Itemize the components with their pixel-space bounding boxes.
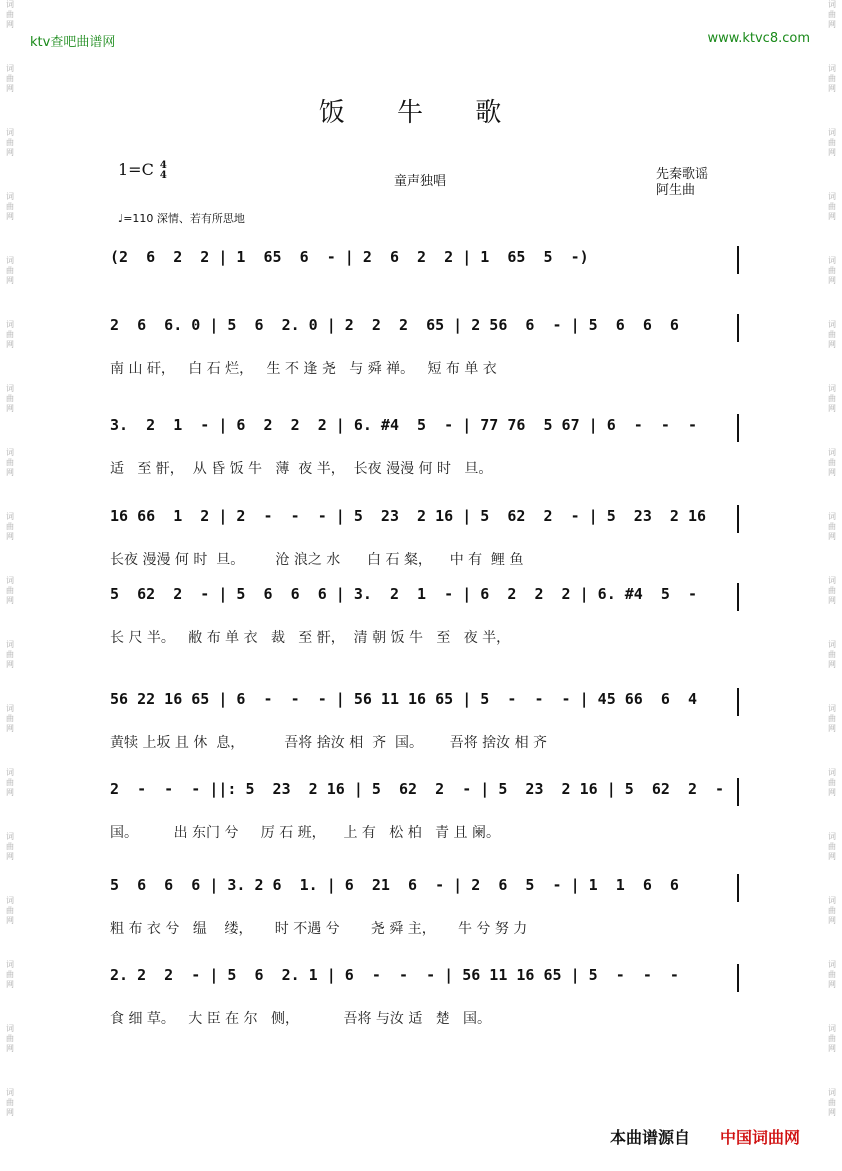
watermark-text: 词曲网 — [6, 128, 14, 157]
watermark-text: 词曲网 — [828, 1024, 836, 1053]
notation-notes: 3. 2 1 - | 6 2 2 2 | 6. #4 5 - | 77 76 5 67 | 6 - - - — [110, 416, 697, 434]
watermark-text: 词曲网 — [6, 512, 14, 541]
watermark-text: 词曲网 — [828, 448, 836, 477]
watermark-text: 词曲网 — [828, 192, 836, 221]
header-site-name[interactable]: ktv查吧曲谱网 — [30, 35, 116, 50]
watermark-text: 词曲网 — [6, 320, 14, 349]
watermark-text: 词曲网 — [6, 576, 14, 605]
lyric-line: 粗 布 衣 兮 缊 缕， 时 不遇 兮 尧 舜 主， 牛 兮 努 力 — [110, 921, 528, 937]
lyric-line: 南 山 矸， 白 石 烂， 生 不 逢 尧 与 舜 禅。 短 布 单 衣 — [110, 361, 497, 377]
lyric-line: 食 细 草。 大 臣 在 尔 侧， 吾将 与汝 适 楚 国。 — [110, 1011, 492, 1027]
key-signature — [118, 160, 167, 181]
notation-notes: 5 6 6 6 | 3. 2 6 1. | 6 21 6 - | 2 6 5 - | 1 1 6 6 — [110, 876, 679, 894]
barline — [737, 505, 739, 533]
side-watermark-left — [3, 0, 17, 1171]
lyric-line: 长夜 漫漫 何 时 旦。 沧 浪之 水 白 石 粲， 中 有 鲤 鱼 — [110, 552, 524, 568]
watermark-text: 词曲网 — [6, 448, 14, 477]
footer-source-label: 本曲谱源自 — [610, 1128, 691, 1147]
watermark-text: 词曲网 — [828, 384, 836, 413]
watermark-text: 词曲网 — [6, 1088, 14, 1117]
watermark-text: 词曲网 — [6, 960, 14, 989]
watermark-text: 词曲网 — [6, 256, 14, 285]
watermark-text: 词曲网 — [828, 576, 836, 605]
song-title: 饭 牛 歌 — [318, 98, 524, 128]
watermark-text: 词曲网 — [828, 768, 836, 797]
lyric-line: 黄犊 上坂 且 休 息， 吾将 捨汝 相 齐 国。 吾将 捨汝 相 齐 — [110, 735, 548, 751]
side-watermark-right — [825, 0, 839, 1171]
watermark-text: 词曲网 — [6, 384, 14, 413]
notation-notes: 56 22 16 65 | 6 - - - | 56 11 16 65 | 5 - - - | 45 66 6 4 — [110, 690, 697, 708]
lyric-line: 长 尺 半。 敝 布 单 衣 裁 至 骭， 清 朝 饭 牛 至 夜 半， — [110, 630, 511, 646]
watermark-text: 词曲网 — [828, 960, 836, 989]
barline — [737, 964, 739, 992]
notation-notes: 5 62 2 - | 5 6 6 6 | 3. 2 1 - | 6 2 2 2 | 6. #4 5 - — [110, 585, 697, 603]
watermark-text: 词曲网 — [6, 192, 14, 221]
barline — [737, 314, 739, 342]
footer-source-name[interactable]: 中国词曲网 — [720, 1128, 801, 1147]
watermark-text: 词曲网 — [828, 640, 836, 669]
notation-row — [110, 690, 740, 716]
watermark-text: 词曲网 — [6, 640, 14, 669]
barline — [737, 583, 739, 611]
watermark-text: 词曲网 — [6, 768, 14, 797]
notation-notes: 16 66 1 2 | 2 - - - | 5 23 2 16 | 5 62 2 - | 5 23 2 16 — [110, 507, 707, 525]
time-bottom: 4 — [159, 169, 167, 181]
notation-row — [110, 248, 740, 274]
notation-row — [110, 507, 740, 533]
notation-notes: (2 6 2 2 | 1 65 6 - | 2 6 2 2 | 1 65 5 -) — [110, 248, 589, 266]
notation-row — [110, 416, 740, 442]
performance-type: 童声独唱 — [394, 174, 447, 189]
watermark-text: 词曲网 — [828, 704, 836, 733]
notation-notes: 2 6 6. 0 | 5 6 2. 0 | 2 2 2 65 | 2 56 6 - | 5 6 6 6 — [110, 316, 679, 334]
notation-row — [110, 780, 740, 806]
watermark-text: 词曲网 — [828, 64, 836, 93]
barline — [737, 246, 739, 274]
barline — [737, 688, 739, 716]
watermark-text: 词曲网 — [828, 320, 836, 349]
time-top: 4 — [159, 159, 167, 171]
watermark-text: 词曲网 — [6, 832, 14, 861]
watermark-text: 词曲网 — [828, 128, 836, 157]
header-site-url[interactable]: www.ktvc8.com — [707, 31, 810, 46]
lyric-line: 国。 出 东门 兮 厉 石 班， 上 有 松 柏 青 且 阑。 — [110, 825, 500, 841]
watermark-text: 词曲网 — [828, 512, 836, 541]
barline — [737, 414, 739, 442]
watermark-text: 词曲网 — [6, 896, 14, 925]
music-credit: 阿生曲 — [656, 183, 696, 198]
time-signature — [160, 161, 167, 181]
watermark-text: 词曲网 — [828, 896, 836, 925]
barline — [737, 874, 739, 902]
watermark-text: 词曲网 — [6, 0, 14, 29]
tempo-marking: ♩=110 深情、若有所思地 — [118, 212, 245, 225]
notation-row — [110, 876, 740, 902]
key-label: 1=C — [118, 160, 154, 179]
watermark-text: 词曲网 — [828, 832, 836, 861]
lyric-line: 适 至 骭， 从 昏 饭 牛 薄 夜 半， 长夜 漫漫 何 时 旦。 — [110, 461, 493, 477]
watermark-text: 词曲网 — [6, 64, 14, 93]
notation-notes: 2. 2 2 - | 5 6 2. 1 | 6 - - - | 56 11 16 65 | 5 - - - — [110, 966, 679, 984]
barline — [737, 778, 739, 806]
notation-row — [110, 585, 740, 611]
watermark-text: 词曲网 — [828, 256, 836, 285]
watermark-text: 词曲网 — [828, 0, 836, 29]
watermark-text: 词曲网 — [6, 1024, 14, 1053]
lyrics-credit: 先秦歌谣 — [656, 167, 709, 182]
watermark-text: 词曲网 — [6, 704, 14, 733]
notation-row — [110, 966, 740, 992]
notation-row — [110, 316, 740, 342]
watermark-text: 词曲网 — [828, 1088, 836, 1117]
notation-notes: 2 - - - ||: 5 23 2 16 | 5 62 2 - | 5 23 2 16 | 5 62 2 - — [110, 780, 725, 798]
